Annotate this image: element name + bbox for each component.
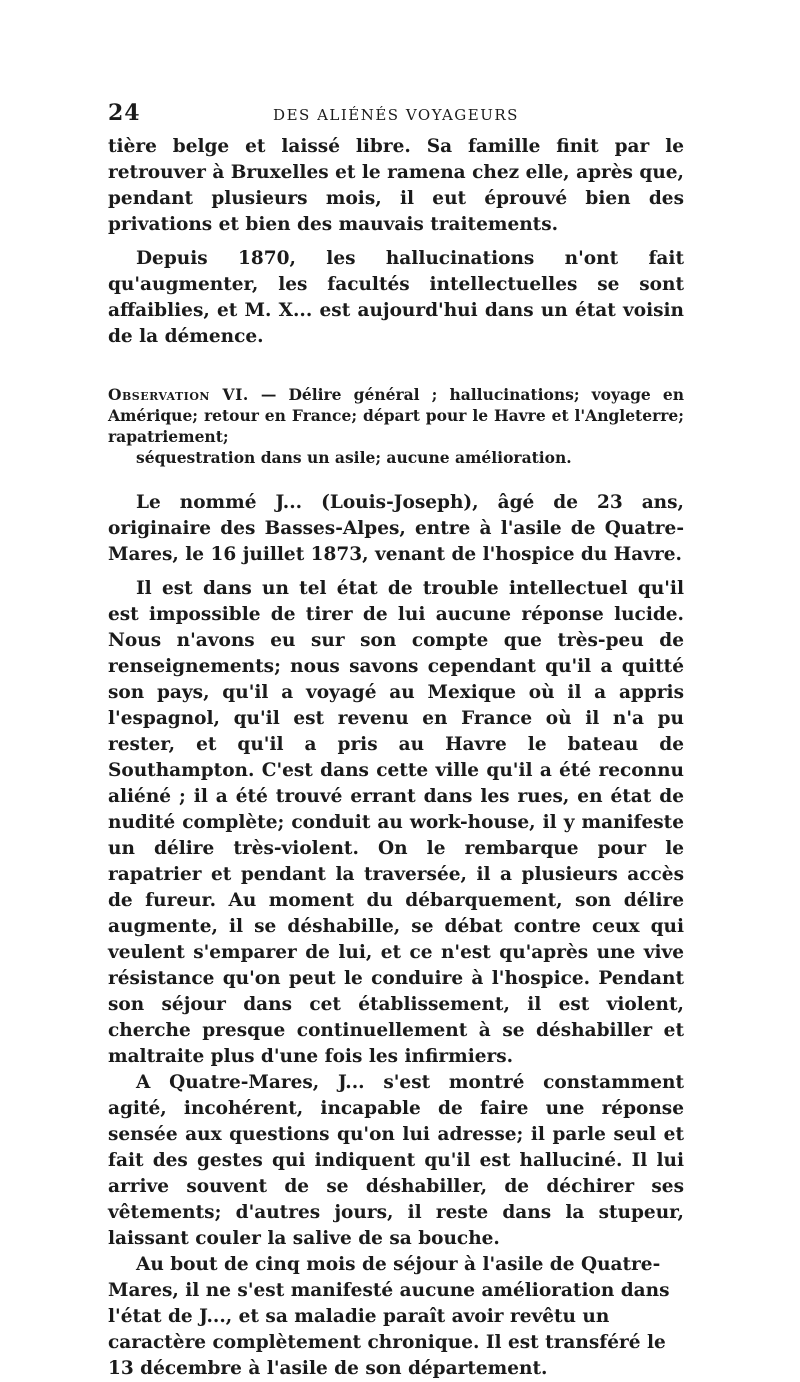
observation-body: [108, 490, 684, 1382]
paragraph-transfer: Au bout de cinq mois de séjour à l'asile de Quatre-Mares, il ne s'est manifesté aucune amélioration dans l'état de J..., et sa maladie paraît avoir revêtu un caractère complètement chronique. Il est transféré le 13 décembre à l'asile de son département.: [108, 1254, 670, 1379]
observation-label: Observation VI.: [108, 385, 249, 404]
paragraph-quatre-mares: A Quatre-Mares, J... s'est montré constamment agité, incohérent, incapable de faire une réponse sensée aux questions qu'on lui adresse; il parle seul et fait des gestes qui indiquent qu'il est halluciné. Il lui arrive souvent de se déshabiller, de déchirer ses vêtements; d'autres jours, il reste dans la stupeur, laissant couler la salive de sa bouche.: [108, 1072, 684, 1249]
running-title: DES ALIÉNÉS VOYAGEURS: [273, 106, 519, 124]
paragraph-history: Il est dans un tel état de trouble intellectuel qu'il est impossible de tirer de lui aucune réponse lucide. Nous n'avons eu sur son compte que très-peu de renseignements; nous savons cependant qu'il a quitté son pays, qu'il a voyagé au Mexique où il a appris l'espagnol, qu'il est revenu en France où il n'a pu rester, et qu'il a pris au Havre le bateau de Southampton. C'est dans cette ville qu'il a été reconnu aliéné ; il a été trouvé errant dans les rues, en état de nudité complète; conduit au work-house, il y manifeste un délire très-violent. On le rembarque pour le rapatrier et pendant la traversée, il a plusieurs accès de fureur. Au moment du débarquement, son délire augmente, il se déshabille, se débat contre ceux qui veulent s'emparer de lui, et ce n'est qu'après une vive résistance qu'on peut le conduire à l'hospice. Pendant son séjour dans cet établissement, il est violent, cherche presque continuellement à se déshabiller et maltraite plus d'une fois les infirmiers.: [108, 578, 684, 1067]
observation-summary-end: séquestration dans un asile; aucune amélioration.: [136, 448, 572, 467]
page-body: [108, 134, 684, 350]
observation-heading: [108, 384, 684, 468]
book-page: [108, 100, 684, 1382]
paragraph-patient-intro: Le nommé J... (Louis-Joseph), âgé de 23 ans, originaire des Basses-Alpes, entre à l'asile de Quatre-Mares, le 16 juillet 1873, venant de l'hospice du Havre.: [108, 492, 684, 565]
paragraph-since-1870: Depuis 1870, les hallucinations n'ont fait qu'augmenter, les facultés intellectuelles se sont affaiblies, et M. X... est aujourd'hui dans un état voisin de la démence.: [108, 248, 684, 347]
observation-summary: — Délire général ; hallucinations; voyage en Amérique; retour en France; départ pour le Havre et l'Angleterre; rapatriement;: [108, 385, 684, 446]
page-number: 24: [108, 100, 141, 126]
page-header: [108, 100, 684, 134]
paragraph-continuation: tière belge et laissé libre. Sa famille finit par le retrouver à Bruxelles et le ramena chez elle, après que, pendant plusieurs mois, il eut éprouvé bien des privations et bien des mauvais traitements.: [108, 136, 684, 235]
